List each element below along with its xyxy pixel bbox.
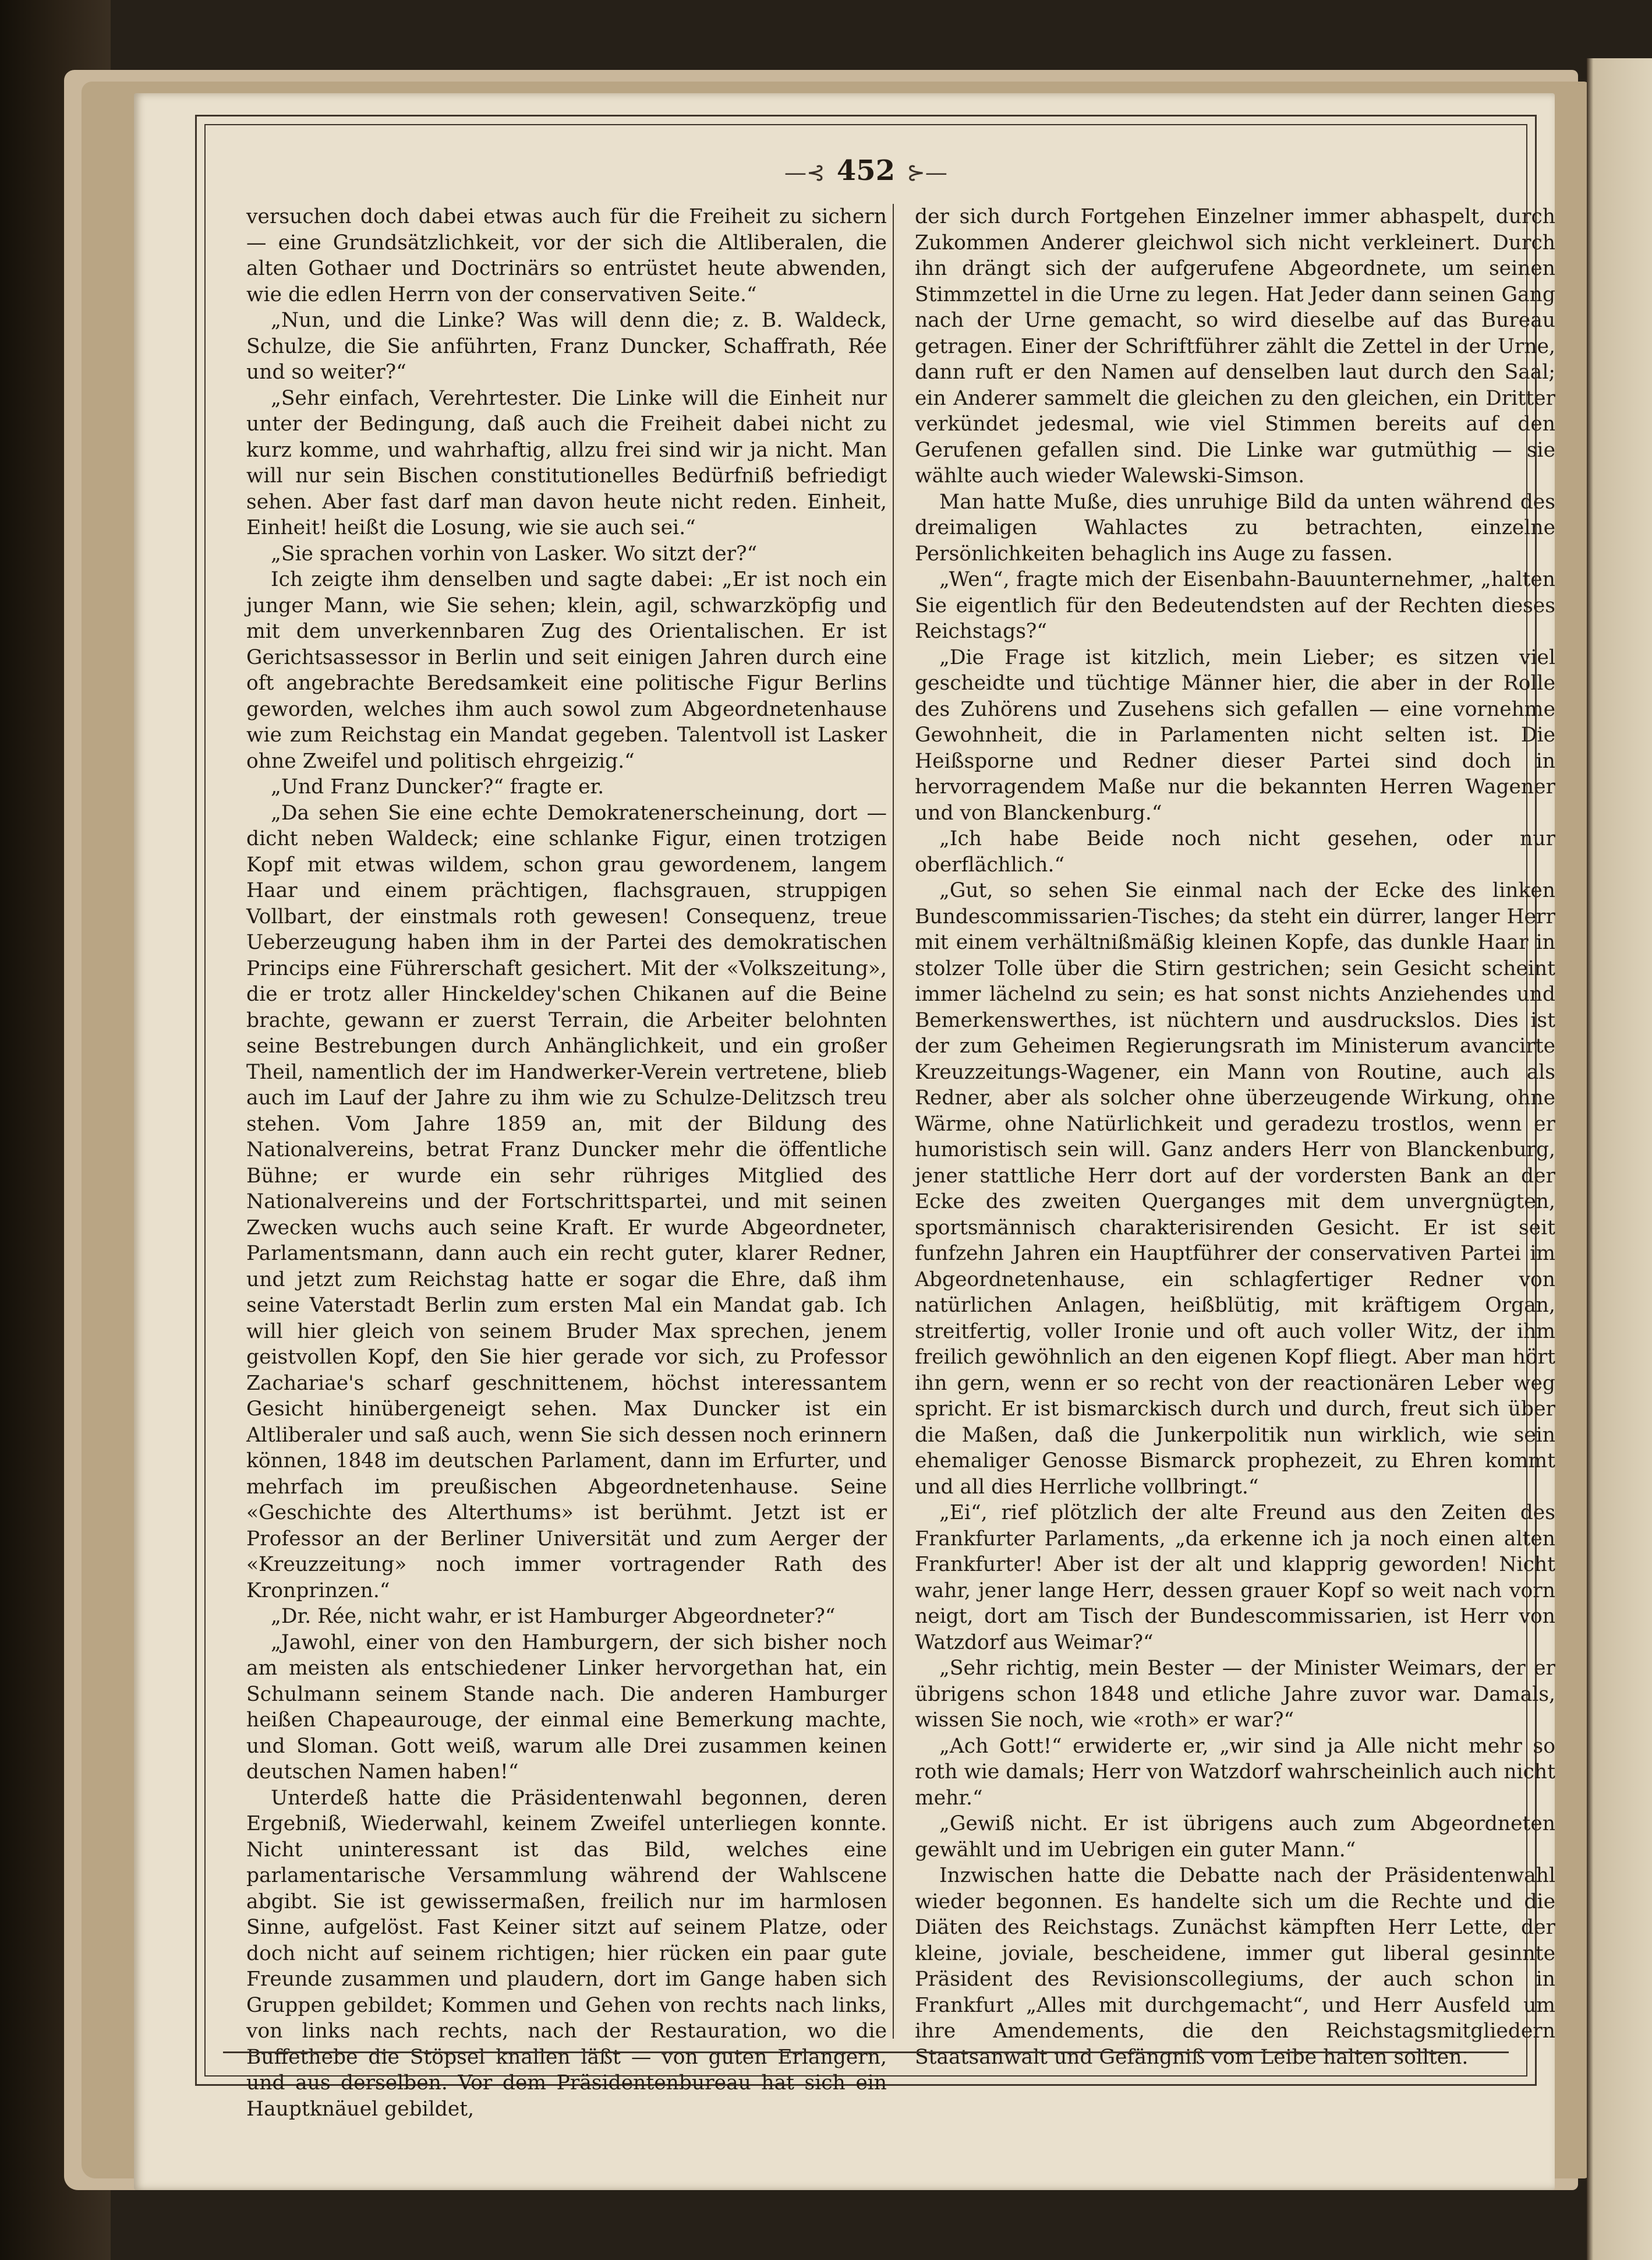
column-divider — [893, 204, 894, 2039]
paragraph: Ich zeigte ihm denselben und sagte dabei: „Er ist noch ein junger Mann, wie Sie sehen; klein, agil, schwarzköpfig und mit dem unverkennbaren Zug des Orientalischen. Er ist Gerichtsassessor in Berlin und seit einigen Jahren durch eine oft angebrachte Beredsamkeit eine politische Figur Berlins geworden, welches ihm auch sowol zum Abgeordnetenhause wie zum Reichstag ein Mandat gegeben. Talentvoll ist Lasker ohne Zweifel und politisch ehrgeizig.“ — [246, 568, 887, 773]
paragraph: „Sehr richtig, mein Bester — der Minister Weimars, der er übrigens schon 1848 und etliche Jahre zuvor war. Damals, wissen Sie noch, wie «roth» er war?“ — [915, 1657, 1555, 1732]
facing-page-edge — [1587, 58, 1652, 2260]
paragraph: „Nun, und die Linke? Was will denn die; z. B. Waldeck, Schulze, die Sie anführten, Franz Duncker, Schaffrath, Rée und so weiter?“ — [246, 309, 887, 384]
paragraph: Unterdeß hatte die Präsidentenwahl begonnen, deren Ergebniß, Wiederwahl, keinem Zweifel unterliegen konnte. Nicht uninteressant ist das Bild, welches eine parlamentarische Versammlung während der Wahlscene abgibt. Sie ist gewissermaßen, freilich nur im harmlosen Sinne, aufgelöst. Fast Keiner sitzt auf seinem Platze, oder doch nicht auf seinem richtigen; hier rücken ein paar gute Freunde zusammen und plaudern, dort im Gange haben sich Gruppen gebildet; Kommen und Gehen von rechts nach links, von links nach rechts, nach der Restauration, wo die Buffethebe die Stöpsel knallen läßt — von guten Erlangern, und aus derselben. Vor dem Präsidentenbureau hat sich ein Hauptknäuel gebildet, — [246, 1786, 887, 2121]
page-header — [206, 154, 1526, 187]
page-border — [195, 115, 1555, 2121]
page-border-inner — [204, 124, 1555, 2121]
ornament-right: ⊱— — [907, 160, 947, 185]
page-number: 452 — [836, 154, 896, 187]
paragraph: „Gewiß nicht. Er ist übrigens auch zum Abgeordneten gewählt und im Uebrigen ein guter Mann.“ — [915, 1812, 1555, 1862]
paragraph: „Und Franz Duncker?“ fragte er. — [271, 775, 604, 799]
paragraph: „Ei“, rief plötzlich der alte Freund aus den Zeiten des Frankfurter Parlaments, „da erkenne ich ja noch einen alten Frankfurter! Aber ist der alt und klapprig geworden! Nicht wahr, jener lange Herr, dessen grauer Kopf so weit nach vorn neigt, dort am Tisch der Bundescommissarien, ist Herr von Watzdorf aus Weimar?“ — [915, 1501, 1555, 1654]
text-column-left — [246, 204, 887, 2122]
paragraph: „Wen“, fragte mich der Eisenbahn-Bauunternehmer, „halten Sie eigentlich für den Bedeutendsten auf der Rechten dieses Reichstags?“ — [915, 568, 1555, 643]
bottom-rule — [223, 2051, 1509, 2053]
paragraph: versuchen doch dabei etwas auch für die Freiheit zu sichern — eine Grundsätzlichkeit, vor der sich die Altliberalen, die alten Gothaer und Doctrinärs so entrüstet heute abwenden, wie die edlen Herrn von der conservativen Seite.“ — [246, 205, 887, 306]
text-column-right — [915, 204, 1555, 2070]
paragraph: „Ach Gott!“ erwiderte er, „wir sind ja Alle nicht mehr so roth wie damals; Herr von Watzdorf wahrscheinlich auch nicht mehr.“ — [915, 1734, 1555, 1810]
paragraph: „Sie sprachen vorhin von Lasker. Wo sitzt der?“ — [271, 542, 758, 566]
paragraph: „Jawohl, einer von den Hamburgern, der sich bisher noch am meisten als entschiedener Linker hervorgethan hat, ein Schulmann seinem Stande nach. Die anderen Hamburger heißen Chapeaurouge, der einmal eine Bemerkung machte, und Sloman. Gott weiß, warum alle Drei zusammen keinen deutschen Namen haben!“ — [246, 1630, 887, 1784]
ornament-left: —⊰ — [784, 160, 825, 185]
paragraph: „Die Frage ist kitzlich, mein Lieber; es sitzen viel gescheidte und tüchtige Männer hier, die aber in der Rolle des Zuhörens und Zusehens sich gefallen — eine vornehme Gewohnheit, die in Parlamenten nicht selten ist. Die Heißsporne und Redner dieser Partei sind doch in hervorragendem Maße nur die bekannten Herren Wagener und von Blanckenburg.“ — [915, 645, 1555, 825]
paragraph: „Da sehen Sie eine echte Demokratenerscheinung, dort — dicht neben Waldeck; eine schlanke Figur, einen trotzigen Kopf mit etwas wildem, schon grau gewordenem, langem Haar und einem prächtigen, flachsgrauen, struppigen Vollbart, der einstmals roth gewesen! Consequenz, treue Ueberzeugung haben ihm in der Partei des demokratischen Princips eine Führerschaft gesichert. Mit der «Volkszeitung», die er trotz aller Hinckeldey'schen Chikanen auf die Beine brachte, gewann er zuerst Terrain, die Arbeiter belohnten seine Bestrebungen durch Anhänglichkeit, und ein großer Theil, namentlich der im Handwerker-Verein vertretene, blieb auch im Lauf der Jahre zu ihm wie zu Schulze-Delitzsch treu stehen. Vom Jahre 1859 an, mit der Bildung des Nationalvereins, betrat Franz Duncker mehr die öffentliche Bühne; er wurde ein sehr rühriges Mitglied des Nationalvereins und der Fortschrittspartei, und mit seinen Zwecken wuchs auch seine Kraft. Er wurde Abgeordneter, Parlamentsmann, dann auch ein recht guter, klarer Redner, und jetzt zum Reichstag hatte er sogar die Ehre, daß ihm seine Vaterstadt Berlin zum ersten Mal ein Mandat gab. Ich will hier gleich von seinem Bruder Max sprechen, jenem geistvollen Kopf, den Sie hier gerade vor sich, zu Professor Zachariae's scharf geschnittenem, höchst interessantem Gesicht hinübergeneigt sehen. Max Duncker ist ein Altliberaler und saß auch, wenn Sie sich dessen noch erinnern können, 1848 im deutschen Parlament, dann im Erfurter, und mehrfach im preußischen Abgeordnetenhause. Seine «Geschichte des Alterthums» ist berühmt. Jetzt ist er Professor an der Berliner Universität und zum Aerger der «Kreuzzeitung» noch immer vortragender Rath des Kronprinzen.“ — [246, 801, 887, 1602]
paragraph: „Gut, so sehen Sie einmal nach der Ecke des linken Bundescommissarien-Tisches; da steht ein dürrer, langer Herr mit einem verhältnißmäßig kleinen Kopfe, das dunkle Haar in stolzer Tolle über die Stirn gestrichen; sein Gesicht scheint immer lächelnd zu sein; es hat sonst nichts Anziehendes und Bemerkenswerthes, ist nüchtern und ausdruckslos. Dies ist der zum Geheimen Regierungsrath im Ministerum avancirte Kreuzzeitungs-Wagener, ein Mann von Routine, auch als Redner, aber als solcher ohne überzeugende Wirkung, ohne Wärme, ohne Natürlichkeit und geradezu trostlos, wenn er humoristisch sein will. Ganz anders Herr von Blanckenburg, jener stattliche Herr dort auf der vordersten Bank an der Ecke des zweiten Querganges mit dem unvergnügten, sportsmännisch charakterisirenden Gesicht. Er ist seit funfzehn Jahren ein Hauptführer der conservativen Partei im Abgeordnetenhause, ein schlagfertiger Redner von natürlichen Anlagen, heißblütig, mit kräftigem Organ, streitfertig, voller Ironie und oft auch voller Witz, der ihm freilich gewöhnlich an den eigenen Kopf fliegt. Aber man hört ihn gern, wenn er so recht von der reactionären Leber weg spricht. Er ist bismarckisch durch und durch, freut sich über die Maßen, daß die Junkerpolitik nun wirklich, wie sein ehemaliger Genosse Bismarck prophezeit, zu Ehren kommt und all dies Herrliche vollbringt.“ — [915, 879, 1555, 1499]
paragraph: Inzwischen hatte die Debatte nach der Präsidentenwahl wieder begonnen. Es handelte sich um die Rechte und die Diäten des Reichstags. Zunächst kämpften Herr Lette, der kleine, joviale, bescheidene, immer gut liberal gesinnte Präsident des Revisionscollegiums, der auch schon in Frankfurt „Alles mit durchgemacht“, und Herr Ausfeld um ihre Amendements, die den Reichstagsmitgliedern Staatsanwalt und Gefängniß vom Leibe halten sollten. — [915, 1864, 1555, 2069]
paragraph: Man hatte Muße, dies unruhige Bild da unten während des dreimaligen Wahlactes zu betrachten, einzelne Persönlichkeiten behaglich ins Auge zu fassen. — [915, 490, 1555, 566]
paragraph: „Ich habe Beide noch nicht gesehen, oder nur oberflächlich.“ — [915, 827, 1555, 877]
paragraph: „Sehr einfach, Verehrtester. Die Linke will die Einheit nur unter der Bedingung, daß auch die Freiheit dabei nicht zu kurz komme, und wahrhaftig, allzu frei sind wir ja nicht. Man will nur sein Bischen constitutionelles Bedürfniß befriedigt sehen. Aber fast darf man davon heute nicht reden. Einheit, Einheit! heißt die Losung, wie sie auch sei.“ — [246, 386, 887, 539]
paragraph: der sich durch Fortgehen Einzelner immer abhaspelt, durch Zukommen Anderer gleichwol sich nicht verkleinert. Durch ihn drängt sich der aufgerufene Abgeordnete, um seinen Stimmzettel in die Urne zu legen. Hat Jeder dann seinen Gang nach der Urne gemacht, so wird dieselbe auf das Bureau getragen. Einer der Schriftführer zählt die Zettel in der Urne, dann ruft er den Namen auf denselben laut durch den Saal; ein Anderer sammelt die gleichen zu den gleichen, ein Dritter verkündet jedesmal, wie viel Stimmen bereits auf den Gerufenen gefallen sind. Die Linke war gutmüthig — sie wählte auch wieder Walewski-Simson. — [915, 205, 1555, 488]
paragraph: „Dr. Rée, nicht wahr, er ist Hamburger Abgeordneter?“ — [271, 1605, 836, 1628]
